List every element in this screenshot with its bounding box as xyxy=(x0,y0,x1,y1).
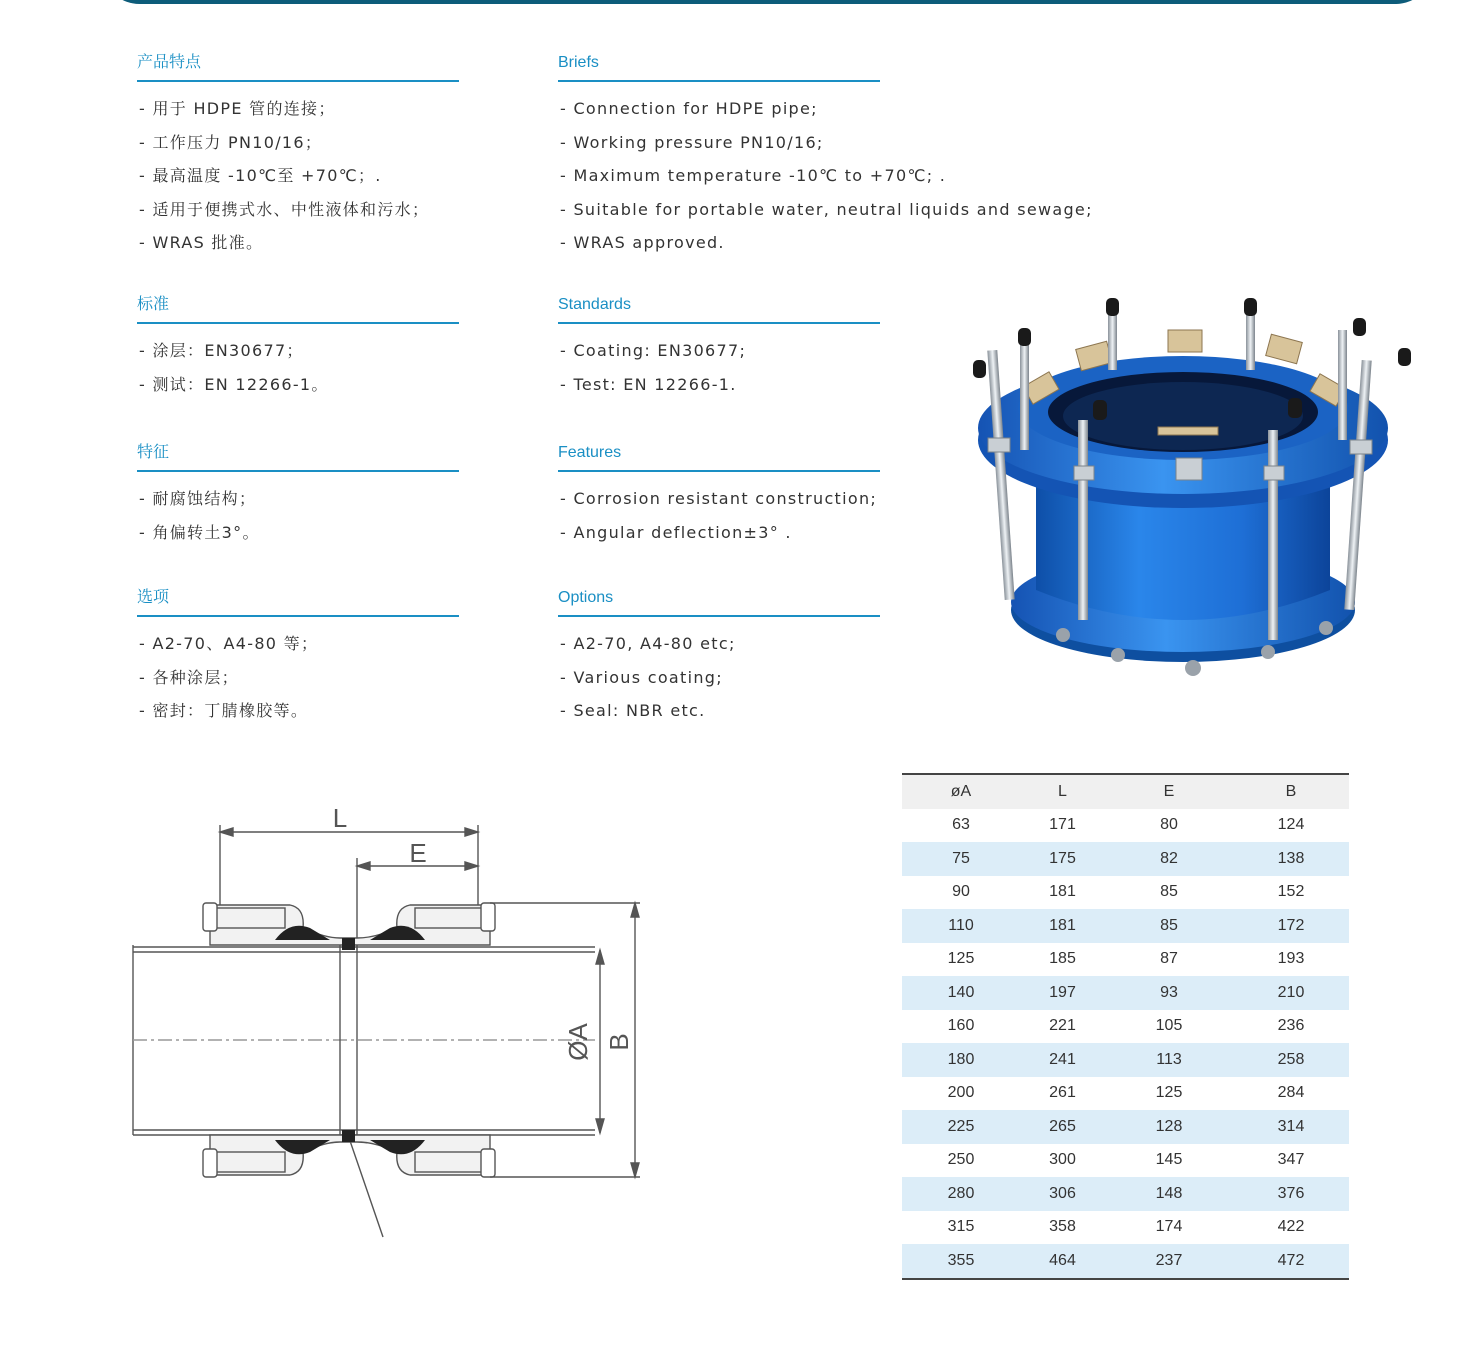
table-row xyxy=(902,976,1349,1010)
table-cell: 180 xyxy=(947,1050,975,1068)
table-cell: 193 xyxy=(1277,950,1305,968)
table-cell: 160 xyxy=(947,1017,975,1035)
item-list xyxy=(139,482,459,549)
table-row xyxy=(902,1110,1349,1144)
table-cell: 236 xyxy=(1277,1017,1305,1035)
table-cell: 300 xyxy=(1049,1151,1076,1169)
list-item: - Test: EN 12266-1. xyxy=(560,374,737,394)
section-en-standards xyxy=(558,292,880,401)
table-cell: 172 xyxy=(1277,916,1305,934)
list-item: - 适用于便携式水、中性液体和污水； xyxy=(139,199,430,219)
table-cell: 241 xyxy=(1049,1050,1076,1068)
table-cell: 152 xyxy=(1277,883,1305,901)
table-cell: 280 xyxy=(947,1184,975,1202)
table-cell: 225 xyxy=(947,1117,975,1135)
table-cell: 472 xyxy=(1277,1251,1305,1269)
table-cell: 265 xyxy=(1049,1117,1076,1135)
table-cell: 145 xyxy=(1155,1151,1183,1169)
table-row xyxy=(902,909,1349,943)
list-item: - Coating: EN30677; xyxy=(560,341,747,360)
table-row xyxy=(902,876,1349,910)
header-cell: L xyxy=(1058,782,1067,800)
dimension-table xyxy=(902,773,1349,1280)
table-cell: 75 xyxy=(952,849,970,867)
list-item: - 角偏转土3°。 xyxy=(139,522,260,542)
table-cell: 464 xyxy=(1049,1251,1076,1269)
list-item: - 测试：EN 12266-1。 xyxy=(139,374,329,394)
section-en-options xyxy=(558,585,880,728)
item-list xyxy=(560,334,880,401)
top-border-arc xyxy=(100,0,1435,4)
table-cell: 113 xyxy=(1156,1050,1182,1068)
table-row xyxy=(902,1043,1349,1077)
product-image-coupling xyxy=(958,290,1428,690)
list-item: - Maximum temperature -10℃ to +70℃; . xyxy=(560,166,947,186)
table-cell: 284 xyxy=(1277,1084,1305,1102)
table-cell: 171 xyxy=(1049,816,1076,834)
table-cell: 347 xyxy=(1277,1151,1305,1169)
table-row xyxy=(902,1010,1349,1044)
table-cell: 63 xyxy=(952,816,970,834)
table-cell: 174 xyxy=(1155,1218,1183,1236)
list-item: - 涂层：EN30677； xyxy=(139,341,304,360)
list-item: - WRAS 批准。 xyxy=(139,233,264,253)
table-row xyxy=(902,809,1349,843)
table-row xyxy=(902,1177,1349,1211)
section-title: 选项 xyxy=(137,585,459,617)
list-item: - 工作压力 PN10/16； xyxy=(139,132,323,152)
table-row xyxy=(902,1077,1349,1111)
header-cell: øA xyxy=(950,782,972,800)
section-cn-characteristics xyxy=(137,440,459,549)
table-cell: 181 xyxy=(1049,883,1076,901)
item-list xyxy=(139,627,459,728)
section-title: Features xyxy=(558,440,880,472)
section-cn-standards xyxy=(137,292,459,401)
header-cell: E xyxy=(1163,782,1175,800)
table-cell: 314 xyxy=(1277,1117,1305,1135)
table-cell: 105 xyxy=(1155,1017,1183,1035)
table-row xyxy=(902,842,1349,876)
section-cn-features xyxy=(137,50,459,260)
table-header-row xyxy=(902,774,1349,809)
table-cell: 85 xyxy=(1160,916,1178,934)
list-item: - 耐腐蚀结构； xyxy=(139,489,257,508)
table-cell: 221 xyxy=(1049,1017,1076,1035)
table-cell: 148 xyxy=(1155,1184,1183,1202)
table-cell: 128 xyxy=(1155,1117,1183,1135)
table-cell: 355 xyxy=(947,1251,975,1269)
list-item: - Working pressure PN10/16; xyxy=(560,132,824,152)
list-item: - 密封：丁腈橡胶等。 xyxy=(139,701,309,721)
table-cell: 258 xyxy=(1277,1050,1305,1068)
list-item: - Angular deflection±3° . xyxy=(560,522,792,542)
table-row xyxy=(902,943,1349,977)
item-list xyxy=(139,334,459,401)
list-item: - Corrosion resistant construction; xyxy=(560,489,878,508)
table-cell: 358 xyxy=(1049,1218,1076,1236)
dim-label-B: B xyxy=(604,1033,634,1051)
list-item: - 最高温度 -10℃至 +70℃；. xyxy=(139,166,382,186)
table-cell: 82 xyxy=(1160,849,1178,867)
table-row xyxy=(902,1211,1349,1245)
header-cell: B xyxy=(1285,782,1297,800)
section-title: 产品特点 xyxy=(137,50,459,82)
dim-label-L: L xyxy=(332,803,348,833)
table-cell: 306 xyxy=(1049,1184,1076,1202)
item-list xyxy=(560,482,880,549)
table-cell: 85 xyxy=(1160,883,1178,901)
table-cell: 237 xyxy=(1155,1251,1183,1269)
table-cell: 315 xyxy=(947,1218,975,1236)
section-title: Briefs xyxy=(558,50,880,82)
list-item: - Seal: NBR etc. xyxy=(560,701,706,721)
list-item: - Connection for HDPE pipe; xyxy=(560,99,818,118)
table-cell: 124 xyxy=(1277,816,1305,834)
table-cell: 210 xyxy=(1277,983,1305,1001)
table-cell: 93 xyxy=(1160,983,1178,1001)
list-item: - 各种涂层； xyxy=(139,667,239,687)
item-list xyxy=(560,92,1093,260)
table-cell: 197 xyxy=(1049,983,1076,1001)
list-item: - Various coating; xyxy=(560,667,723,687)
section-title: Standards xyxy=(558,292,880,324)
list-item: - WRAS approved. xyxy=(560,233,725,253)
table-cell: 87 xyxy=(1160,950,1178,968)
table-cell: 110 xyxy=(948,916,974,934)
table-body xyxy=(902,809,1349,1279)
table-row xyxy=(902,1144,1349,1178)
table-cell: 200 xyxy=(947,1084,975,1102)
table-cell: 250 xyxy=(947,1151,975,1169)
table-cell: 125 xyxy=(1155,1084,1183,1102)
table-cell: 138 xyxy=(1277,849,1305,867)
item-list xyxy=(139,92,459,260)
section-title: 标准 xyxy=(137,292,459,324)
table-cell: 90 xyxy=(952,883,970,901)
table-row xyxy=(902,1244,1349,1279)
list-item: - 用于 HDPE 管的连接； xyxy=(139,99,336,118)
list-item: - A2-70, A4-80 etc; xyxy=(560,634,736,653)
table-cell: 261 xyxy=(1049,1084,1076,1102)
section-title: Options xyxy=(558,585,880,617)
dim-label-E: E xyxy=(409,838,427,868)
section-cn-options xyxy=(137,585,459,728)
table-cell: 175 xyxy=(1049,849,1076,867)
list-item: - A2-70、A4-80 等； xyxy=(139,634,319,653)
technical-drawing xyxy=(125,790,645,1250)
list-item: - Suitable for portable water, neutral liquids and sewage; xyxy=(560,199,1093,219)
table-cell: 376 xyxy=(1277,1184,1305,1202)
section-en-features xyxy=(558,440,880,549)
table-cell: 181 xyxy=(1049,916,1076,934)
table-cell: 185 xyxy=(1049,950,1076,968)
item-list xyxy=(560,627,880,728)
table-cell: 422 xyxy=(1277,1218,1305,1236)
dim-label-A: ØA xyxy=(563,1023,593,1061)
section-en-briefs xyxy=(558,50,1093,260)
section-title: 特征 xyxy=(137,440,459,472)
table-cell: 80 xyxy=(1160,816,1178,834)
table-cell: 125 xyxy=(947,950,975,968)
table-cell: 140 xyxy=(947,983,975,1001)
